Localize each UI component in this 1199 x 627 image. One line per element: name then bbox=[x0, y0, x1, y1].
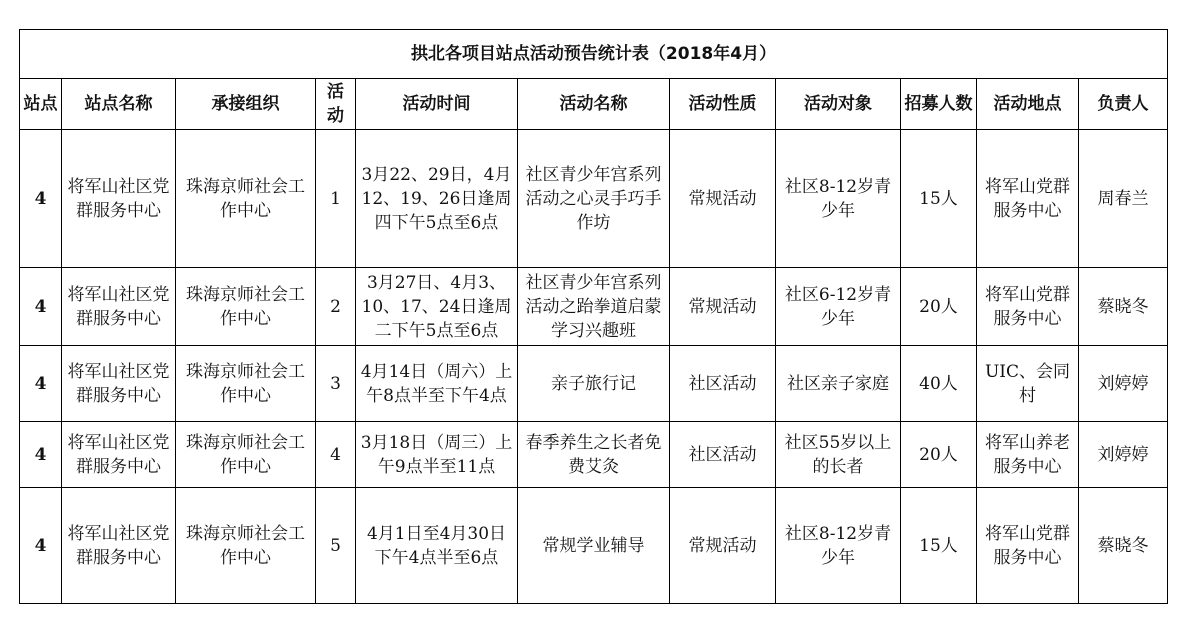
cell-count: 15人 bbox=[901, 130, 977, 268]
cell-site-name: 将军山社区党群服务中心 bbox=[62, 346, 176, 422]
cell-activity-name: 常规学业辅导 bbox=[518, 488, 670, 604]
cell-site-name: 将军山社区党群服务中心 bbox=[62, 268, 176, 346]
cell-activity-no: 4 bbox=[316, 422, 356, 488]
cell-time: 3月27日、4月3、10、17、24日逢周二下午5点至6点 bbox=[356, 268, 518, 346]
cell-time: 3月18日（周三）上午9点半至11点 bbox=[356, 422, 518, 488]
cell-org: 珠海京师社会工作中心 bbox=[176, 346, 316, 422]
cell-place: UIC、会同村 bbox=[977, 346, 1079, 422]
table-row bbox=[20, 346, 1168, 422]
header-count: 招募人数 bbox=[901, 79, 977, 130]
table-row bbox=[20, 488, 1168, 604]
table-row bbox=[20, 422, 1168, 488]
cell-site-name: 将军山社区党群服务中心 bbox=[62, 130, 176, 268]
cell-org: 珠海京师社会工作中心 bbox=[176, 488, 316, 604]
cell-target: 社区6-12岁青少年 bbox=[776, 268, 901, 346]
cell-activity-no: 5 bbox=[316, 488, 356, 604]
cell-activity-name: 亲子旅行记 bbox=[518, 346, 670, 422]
header-org: 承接组织 bbox=[176, 79, 316, 130]
cell-time: 3月22、29日，4月12、19、26日逢周四下午5点至6点 bbox=[356, 130, 518, 268]
header-activity-no: 活动 bbox=[316, 79, 356, 130]
cell-owner: 周春兰 bbox=[1079, 130, 1168, 268]
cell-place: 将军山党群服务中心 bbox=[977, 130, 1079, 268]
cell-target: 社区8-12岁青少年 bbox=[776, 488, 901, 604]
header-target: 活动对象 bbox=[776, 79, 901, 130]
cell-org: 珠海京师社会工作中心 bbox=[176, 268, 316, 346]
header-station: 站点 bbox=[20, 79, 62, 130]
cell-station: 4 bbox=[20, 268, 62, 346]
cell-count: 15人 bbox=[901, 488, 977, 604]
cell-target: 社区8-12岁青少年 bbox=[776, 130, 901, 268]
cell-nature: 常规活动 bbox=[670, 488, 776, 604]
cell-activity-no: 2 bbox=[316, 268, 356, 346]
cell-place: 将军山养老服务中心 bbox=[977, 422, 1079, 488]
cell-owner: 蔡晓冬 bbox=[1079, 488, 1168, 604]
cell-owner: 刘婷婷 bbox=[1079, 422, 1168, 488]
header-place: 活动地点 bbox=[977, 79, 1079, 130]
header-owner: 负责人 bbox=[1079, 79, 1168, 130]
header-row bbox=[20, 79, 1168, 130]
cell-time: 4月1日至4月30日下午4点半至6点 bbox=[356, 488, 518, 604]
cell-nature: 社区活动 bbox=[670, 346, 776, 422]
cell-station: 4 bbox=[20, 346, 62, 422]
cell-site-name: 将军山社区党群服务中心 bbox=[62, 488, 176, 604]
table-row bbox=[20, 268, 1168, 346]
cell-target: 社区55岁以上的长者 bbox=[776, 422, 901, 488]
cell-nature: 常规活动 bbox=[670, 130, 776, 268]
cell-activity-no: 3 bbox=[316, 346, 356, 422]
cell-place: 将军山党群服务中心 bbox=[977, 488, 1079, 604]
cell-target: 社区亲子家庭 bbox=[776, 346, 901, 422]
header-nature: 活动性质 bbox=[670, 79, 776, 130]
activity-table bbox=[19, 29, 1168, 604]
cell-count: 20人 bbox=[901, 422, 977, 488]
cell-time: 4月14日（周六）上午8点半至下午4点 bbox=[356, 346, 518, 422]
header-activity-name: 活动名称 bbox=[518, 79, 670, 130]
cell-activity-name: 社区青少年宫系列活动之心灵手巧手作坊 bbox=[518, 130, 670, 268]
cell-count: 40人 bbox=[901, 346, 977, 422]
cell-owner: 蔡晓冬 bbox=[1079, 268, 1168, 346]
cell-owner: 刘婷婷 bbox=[1079, 346, 1168, 422]
cell-activity-name: 社区青少年宫系列活动之跆拳道启蒙学习兴趣班 bbox=[518, 268, 670, 346]
cell-station: 4 bbox=[20, 422, 62, 488]
cell-count: 20人 bbox=[901, 268, 977, 346]
cell-org: 珠海京师社会工作中心 bbox=[176, 130, 316, 268]
table-title: 拱北各项目站点活动预告统计表（2018年4月） bbox=[20, 30, 1168, 79]
header-time: 活动时间 bbox=[356, 79, 518, 130]
cell-activity-name: 春季养生之长者免费艾灸 bbox=[518, 422, 670, 488]
cell-nature: 常规活动 bbox=[670, 268, 776, 346]
cell-station: 4 bbox=[20, 130, 62, 268]
table-row bbox=[20, 130, 1168, 268]
cell-site-name: 将军山社区党群服务中心 bbox=[62, 422, 176, 488]
cell-activity-no: 1 bbox=[316, 130, 356, 268]
header-site-name: 站点名称 bbox=[62, 79, 176, 130]
cell-nature: 社区活动 bbox=[670, 422, 776, 488]
cell-place: 将军山党群服务中心 bbox=[977, 268, 1079, 346]
cell-station: 4 bbox=[20, 488, 62, 604]
cell-org: 珠海京师社会工作中心 bbox=[176, 422, 316, 488]
